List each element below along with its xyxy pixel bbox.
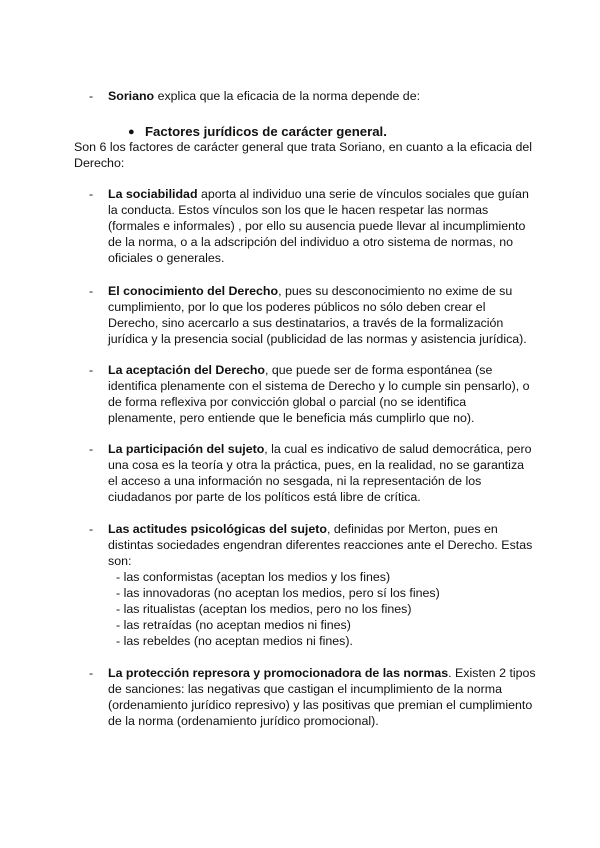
factor-line: ciudadanos por parte de los políticos está libre de crítica. — [108, 490, 421, 504]
factor-title: La participación del sujeto — [108, 442, 265, 456]
factor-line: identifica plenamente con el sistema de Derecho y lo cumple sin pensarlo), o — [108, 379, 530, 393]
factor-text: , la cual es indicativo de salud democrática, pero — [264, 442, 532, 456]
factor-title: Las actitudes psicológicas del sujeto — [108, 522, 327, 536]
factor-line: plenamente, pero entiende que le beneficia más cumplirlo que no). — [108, 411, 475, 425]
intro-paragraph — [74, 139, 532, 171]
paragraph-line: Derecho: — [74, 156, 125, 170]
factor-line: (formales e informales) , por ello su ausencia puede llevar al incumplimiento — [108, 219, 526, 233]
intro-dash: - — [89, 89, 94, 103]
factor-item-sociabilidad — [108, 186, 568, 266]
factor-dash: - — [89, 522, 94, 536]
factor-dash: - — [89, 284, 94, 298]
factor-dash: - — [89, 442, 94, 456]
factor-item-aceptacion — [108, 362, 568, 426]
factor-dash: - — [89, 363, 94, 377]
factor-item-conocimiento — [108, 283, 568, 347]
factor-text: , definidas por Merton, pues en — [326, 522, 498, 536]
intro-line — [108, 88, 420, 104]
factor-line: de la norma, o a la adscripción del individuo a otro sistema de normas, no — [108, 235, 513, 249]
factor-title: La sociabilidad — [108, 187, 198, 201]
factor-line: de la norma (ordenamiento jurídico promocional). — [108, 714, 379, 728]
factor-dash: - — [89, 666, 94, 680]
factor-line: oficiales o generales. — [108, 251, 225, 265]
intro-name: Soriano — [108, 89, 155, 103]
factor-line: una cosa es la teoría y otra la práctica, pues, en la realidad, no se garantiza — [108, 458, 525, 472]
heading-bullet-icon: ● — [128, 126, 135, 138]
sub-list-item: - las retraídas (no aceptan medios ni fines) — [116, 618, 351, 632]
factor-title: La aceptación del Derecho — [108, 363, 266, 377]
section-heading: Factores jurídicos de carácter general. — [145, 124, 387, 139]
factor-line: de forma reflexiva por convicción global o parcial (no se identifica — [108, 395, 467, 409]
sub-list-item: - las innovadoras (no aceptan los medios, pero sí los fines) — [116, 586, 440, 600]
factor-line: (ordenamiento jurídico represivo) y las positivas que premian el cumplimiento — [108, 698, 533, 712]
paragraph-line: Son 6 los factores de carácter general que trata Soriano, en cuanto a la eficacia del — [74, 140, 533, 154]
factor-item-participacion — [108, 441, 568, 505]
factor-text: , pues su desconocimiento no exime de su — [278, 284, 513, 298]
factor-item-proteccion — [108, 665, 568, 729]
factor-line: son: — [108, 554, 132, 568]
factor-line: de sanciones: las negativas que castigan el incumplimiento de la norma — [108, 682, 502, 696]
factor-line: cumplimiento, por lo que los poderes públicos no sólo deben crear el — [108, 300, 486, 314]
sub-list-item: - las ritualistas (aceptan los medios, pero no los fines) — [116, 602, 412, 616]
sub-list-item: - las rebeldes (no aceptan medios ni fines). — [116, 634, 353, 648]
factor-text: , que puede ser de forma espontánea (se — [265, 363, 493, 377]
factor-text: aporta al individuo una serie de vínculos sociales que guían — [197, 187, 529, 201]
intro-text: explica que la eficacia de la norma depende de: — [154, 89, 421, 103]
factor-line: la conducta. Estos vínculos son los que le hacen respetar las normas — [108, 203, 489, 217]
factor-line: Derecho, sino acercarlo a sus destinatarios, a través de la formalización — [108, 316, 504, 330]
factor-text: . Existen 2 tipos — [448, 666, 536, 680]
factor-title: La protección represora y promocionadora de las normas — [108, 666, 449, 680]
factor-line: jurídica y la presencia social (publicidad de las normas y asistencia jurídica). — [108, 332, 527, 346]
factor-item-actitudes — [108, 521, 568, 649]
sub-list-item: - las conformistas (aceptan los medios y los fines) — [116, 570, 391, 584]
factor-line: distintas sociedades engendran diferentes reacciones ante el Derecho. Estas — [108, 538, 533, 552]
factor-dash: - — [89, 187, 94, 201]
factor-line: el acceso a una información no sesgada, ni la representación de los — [108, 474, 482, 488]
factor-title: El conocimiento del Derecho — [108, 284, 279, 298]
